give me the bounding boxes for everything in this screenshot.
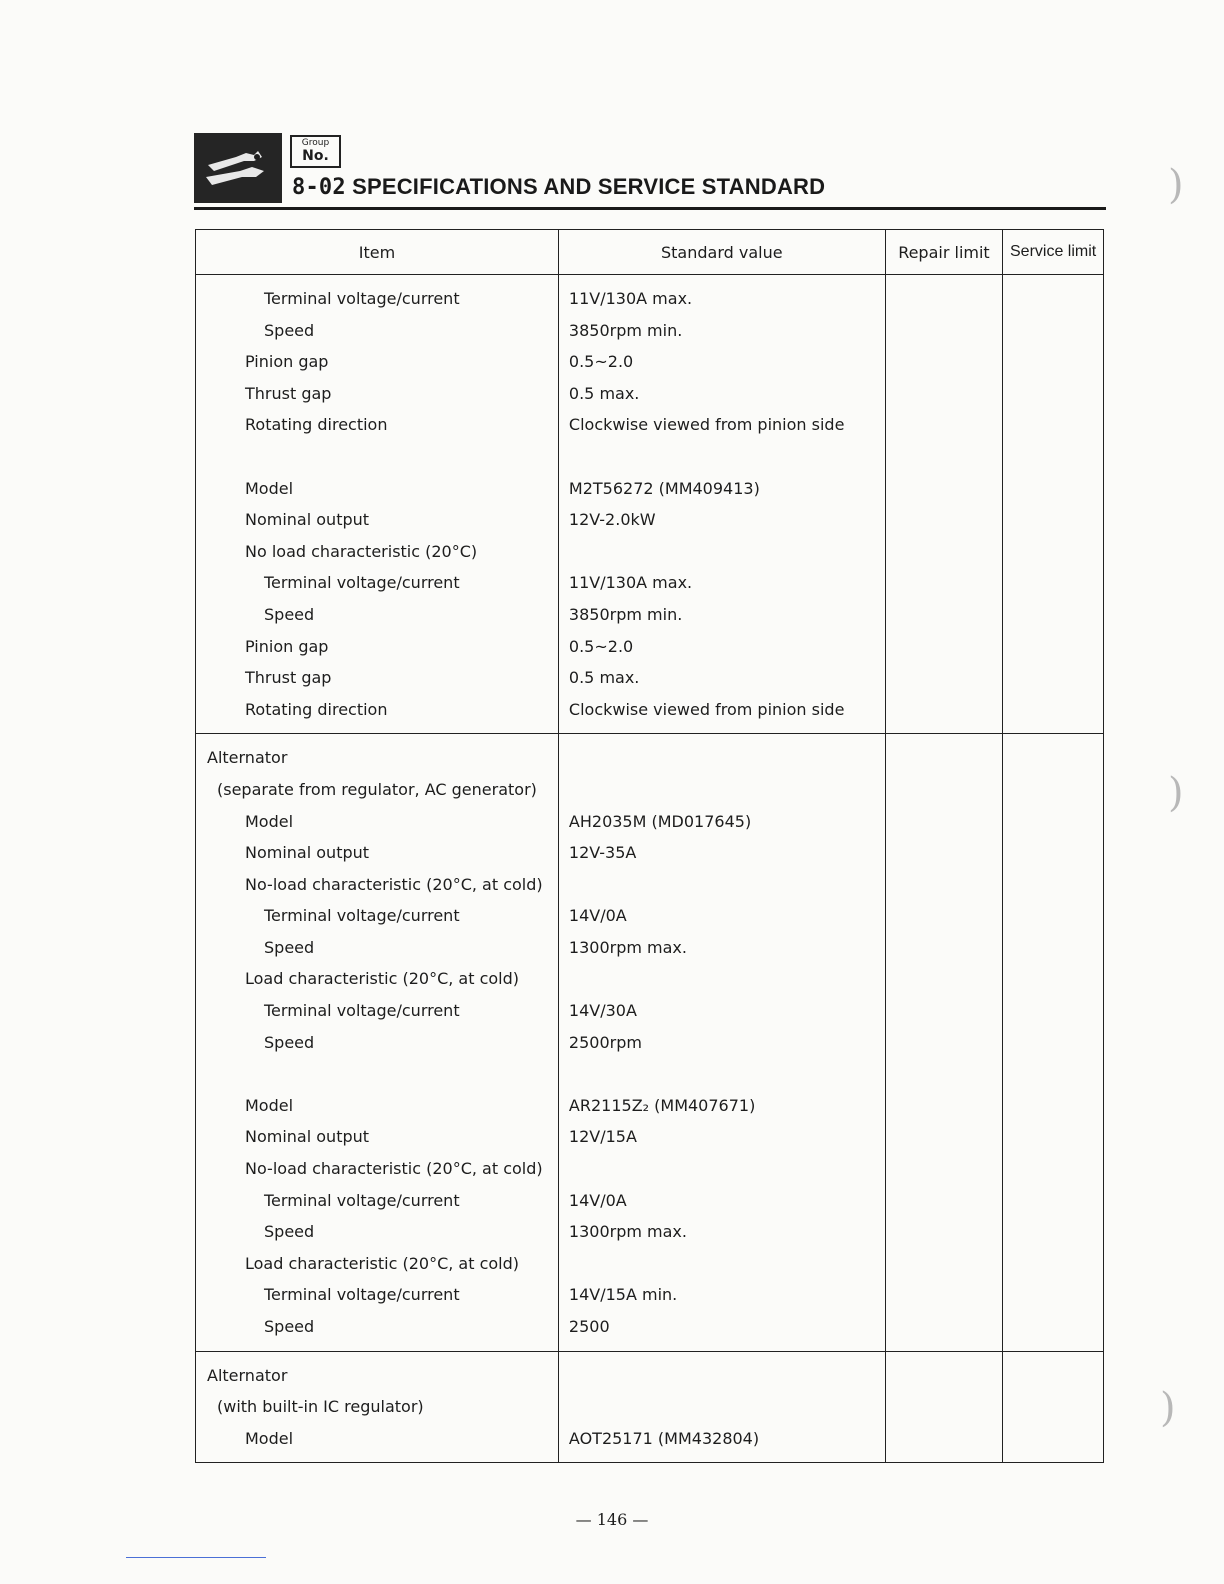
standard-value: 0.5 max. (568, 383, 640, 403)
item-cell (196, 1351, 559, 1463)
service-limit-cell (1003, 734, 1104, 1351)
standard-value: M2T56272 (MM409413) (568, 478, 760, 498)
repair-limit-cell (885, 1351, 1003, 1463)
standard-value: 11V/130A max. (568, 289, 693, 308)
item-label: Terminal voltage/current (264, 1190, 460, 1210)
service-limit-cell (1003, 1351, 1104, 1463)
standard-value: 2500rpm (568, 1032, 642, 1052)
scan-mark: ) (1160, 1385, 1176, 1431)
standard-value: 14V/0A (568, 906, 627, 926)
item-label: Speed (264, 937, 315, 957)
standard-value (559, 1248, 885, 1280)
repair-limit-column-header: Repair limit (885, 230, 1003, 275)
standard-value: 3850rpm min. (568, 604, 683, 624)
item-label: Terminal voltage/current (264, 1001, 460, 1021)
standard-value: 12V-2.0kW (568, 510, 656, 530)
standard-value (559, 1391, 885, 1423)
table-row-group (196, 1351, 1104, 1463)
item-label: Pinion gap (245, 352, 329, 372)
standard-value: 12V-35A (568, 843, 637, 863)
standard-value: 14V/0A (568, 1190, 627, 1210)
standard-value: 0.5~2.0 (568, 352, 634, 372)
item-label: Model (245, 811, 294, 831)
item-label: Load characteristic (20°C, at cold) (245, 1253, 520, 1273)
footer-line (126, 1557, 266, 1558)
standard-value (559, 1058, 885, 1090)
standard-value-cell (558, 734, 885, 1351)
item-label: Speed (264, 604, 315, 624)
page-title (292, 174, 825, 200)
no-label: No. (302, 148, 329, 164)
group-label: Group (301, 138, 330, 148)
item-label: Terminal voltage/current (264, 1285, 460, 1305)
item-cell (196, 734, 559, 1351)
spec-table (195, 229, 1104, 1463)
item-label: Model (245, 478, 294, 498)
service-limit-cell (1003, 275, 1104, 734)
standard-value (559, 963, 885, 995)
table-row-group (196, 275, 1104, 734)
repair-limit-cell (885, 734, 1003, 1351)
item-label: Alternator (207, 1365, 288, 1385)
standard-value (559, 1153, 885, 1185)
item-label: Terminal voltage/current (264, 906, 460, 926)
standard-value: 0.5~2.0 (568, 636, 634, 656)
standard-value: 1300rpm max. (568, 1222, 687, 1242)
item-label: No-load characteristic (20°C, at cold) (245, 1159, 543, 1179)
item-label: Thrust gap (245, 668, 332, 688)
standard-value: 0.5 max. (568, 668, 640, 688)
item-label (196, 1058, 558, 1090)
item-label: Nominal output (245, 1127, 370, 1147)
item-label: (with built-in IC regulator) (217, 1397, 424, 1417)
standard-value-cell (558, 275, 885, 734)
item-label: Speed (264, 1032, 315, 1052)
table-header-row (196, 230, 1104, 275)
standard-value (559, 536, 885, 568)
repair-limit-cell (885, 275, 1003, 734)
standard-value (559, 1360, 885, 1392)
item-label: Speed (264, 1222, 315, 1242)
page-number: — 146 — (575, 1510, 649, 1529)
item-label: Terminal voltage/current (264, 289, 460, 308)
item-label: Speed (264, 320, 315, 340)
item-label: Terminal voltage/current (264, 573, 460, 593)
item-label: No load characteristic (20°C) (245, 541, 478, 561)
scan-mark: ) (1168, 162, 1184, 208)
standard-value: AR2115Z₂ (MM407671) (568, 1095, 756, 1115)
standard-value: AOT25171 (MM432804) (568, 1428, 760, 1448)
standard-value (559, 869, 885, 901)
item-label: (separate from regulator, AC generator) (217, 779, 537, 799)
wrench-icon (194, 133, 282, 203)
section-title: SPECIFICATIONS AND SERVICE STANDARD (352, 174, 826, 199)
item-label: Rotating direction (245, 415, 388, 435)
item-label: Alternator (207, 748, 288, 768)
item-label: No-load characteristic (20°C, at cold) (245, 874, 543, 894)
standard-value: 1300rpm max. (568, 937, 687, 957)
item-label: Speed (264, 1317, 315, 1336)
standard-value: Clockwise viewed from pinion side (568, 415, 845, 435)
item-label (196, 441, 558, 473)
standard-value: 3850rpm min. (568, 320, 683, 340)
standard-value-cell (558, 1351, 885, 1463)
item-label: Load characteristic (20°C, at cold) (245, 969, 520, 989)
standard-value: 12V/15A (568, 1127, 637, 1147)
standard-value: AH2035M (MD017645) (568, 811, 752, 831)
standard-value: 11V/130A max. (568, 573, 693, 593)
item-label: Rotating direction (245, 699, 388, 719)
group-number-box (290, 135, 341, 168)
section-code: 8-02 (292, 175, 346, 200)
item-label: Pinion gap (245, 636, 329, 656)
item-column-header: Item (196, 230, 559, 275)
item-cell (196, 275, 559, 734)
service-limit-column-header: Service limit (1003, 230, 1104, 275)
standard-value (559, 441, 885, 473)
standard-column-header: Standard value (558, 230, 885, 275)
standard-value: 14V/30A (568, 1001, 637, 1021)
standard-value: 14V/15A min. (568, 1285, 678, 1305)
scan-mark: ) (1168, 770, 1184, 816)
item-label: Nominal output (245, 510, 370, 530)
item-label: Nominal output (245, 843, 370, 863)
standard-value (559, 742, 885, 774)
item-label: Model (245, 1095, 294, 1115)
standard-value (559, 774, 885, 806)
standard-value: Clockwise viewed from pinion side (568, 699, 845, 719)
table-row-group (196, 734, 1104, 1351)
title-rule (194, 207, 1106, 210)
item-label: Thrust gap (245, 383, 332, 403)
item-label: Model (245, 1428, 294, 1448)
standard-value: 2500 (568, 1317, 610, 1336)
